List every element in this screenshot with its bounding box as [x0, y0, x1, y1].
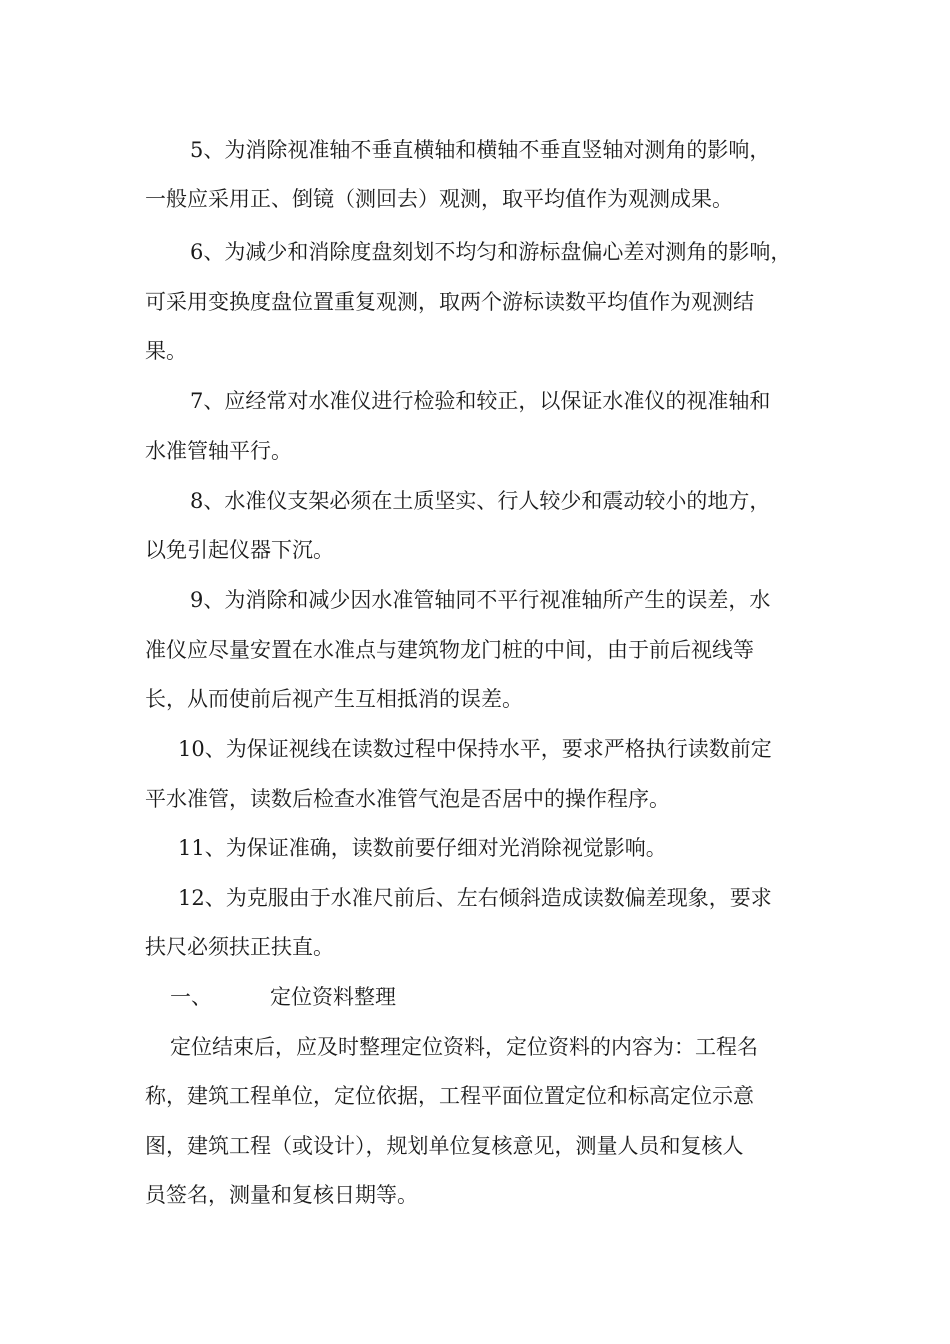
paragraph-9-line-3: 长，从而使前后视产生互相抵消的误差。 [145, 687, 523, 711]
paragraph-9-line-1: 9、为消除和减少因水准管轴同不平行视准轴所产生的误差，水 [190, 588, 771, 612]
paragraph-8-line-1: 8、水准仪支架必须在土质坚实、行人较少和震动较小的地方， [190, 489, 771, 513]
paragraph-11-line-1: 11、为保证准确，读数前要仔细对光消除视觉影响。 [178, 836, 667, 860]
paragraph-7-line-1: 7、应经常对水准仪进行检验和较正，以保证水准仪的视准轴和 [190, 389, 771, 413]
section-heading-number: 一、 [170, 985, 212, 1009]
paragraph-5-line-1: 5、为消除视准轴不垂直横轴和横轴不垂直竖轴对测角的影响， [190, 138, 771, 162]
paragraph-5-line-2: 一般应采用正、倒镜（测回去）观测，取平均值作为观测成果。 [145, 187, 733, 211]
paragraph-12-line-1: 12、为克服由于水准尺前后、左右倾斜造成读数偏差现象，要求 [178, 886, 772, 910]
closing-paragraph-line-4: 员签名，测量和复核日期等。 [145, 1183, 418, 1207]
closing-paragraph-line-3: 图，建筑工程（或设计），规划单位复核意见，测量人员和复核人 [145, 1134, 744, 1158]
closing-paragraph-line-2: 称，建筑工程单位，定位依据，工程平面位置定位和标高定位示意 [145, 1084, 754, 1108]
section-heading-title: 定位资料整理 [270, 985, 396, 1009]
paragraph-12-line-2: 扶尺必须扶正扶直。 [145, 935, 334, 959]
paragraph-10-line-2: 平水准管，读数后检查水准管气泡是否居中的操作程序。 [145, 787, 670, 811]
paragraph-8-line-2: 以免引起仪器下沉。 [145, 538, 334, 562]
paragraph-6-line-3: 果。 [145, 339, 187, 363]
paragraph-6-line-2: 可采用变换度盘位置重复观测，取两个游标读数平均值作为观测结 [145, 290, 754, 314]
closing-paragraph-line-1: 定位结束后，应及时整理定位资料，定位资料的内容为：工程名 [170, 1035, 758, 1059]
section-heading [170, 983, 396, 1011]
paragraph-7-line-2: 水准管轴平行。 [145, 439, 292, 463]
paragraph-6-line-1: 6、为减少和消除度盘刻划不均匀和游标盘偏心差对测角的影响， [190, 240, 792, 264]
paragraph-10-line-1: 10、为保证视线在读数过程中保持水平，要求严格执行读数前定 [178, 737, 772, 761]
paragraph-9-line-2: 准仪应尽量安置在水准点与建筑物龙门桩的中间，由于前后视线等 [145, 638, 754, 662]
